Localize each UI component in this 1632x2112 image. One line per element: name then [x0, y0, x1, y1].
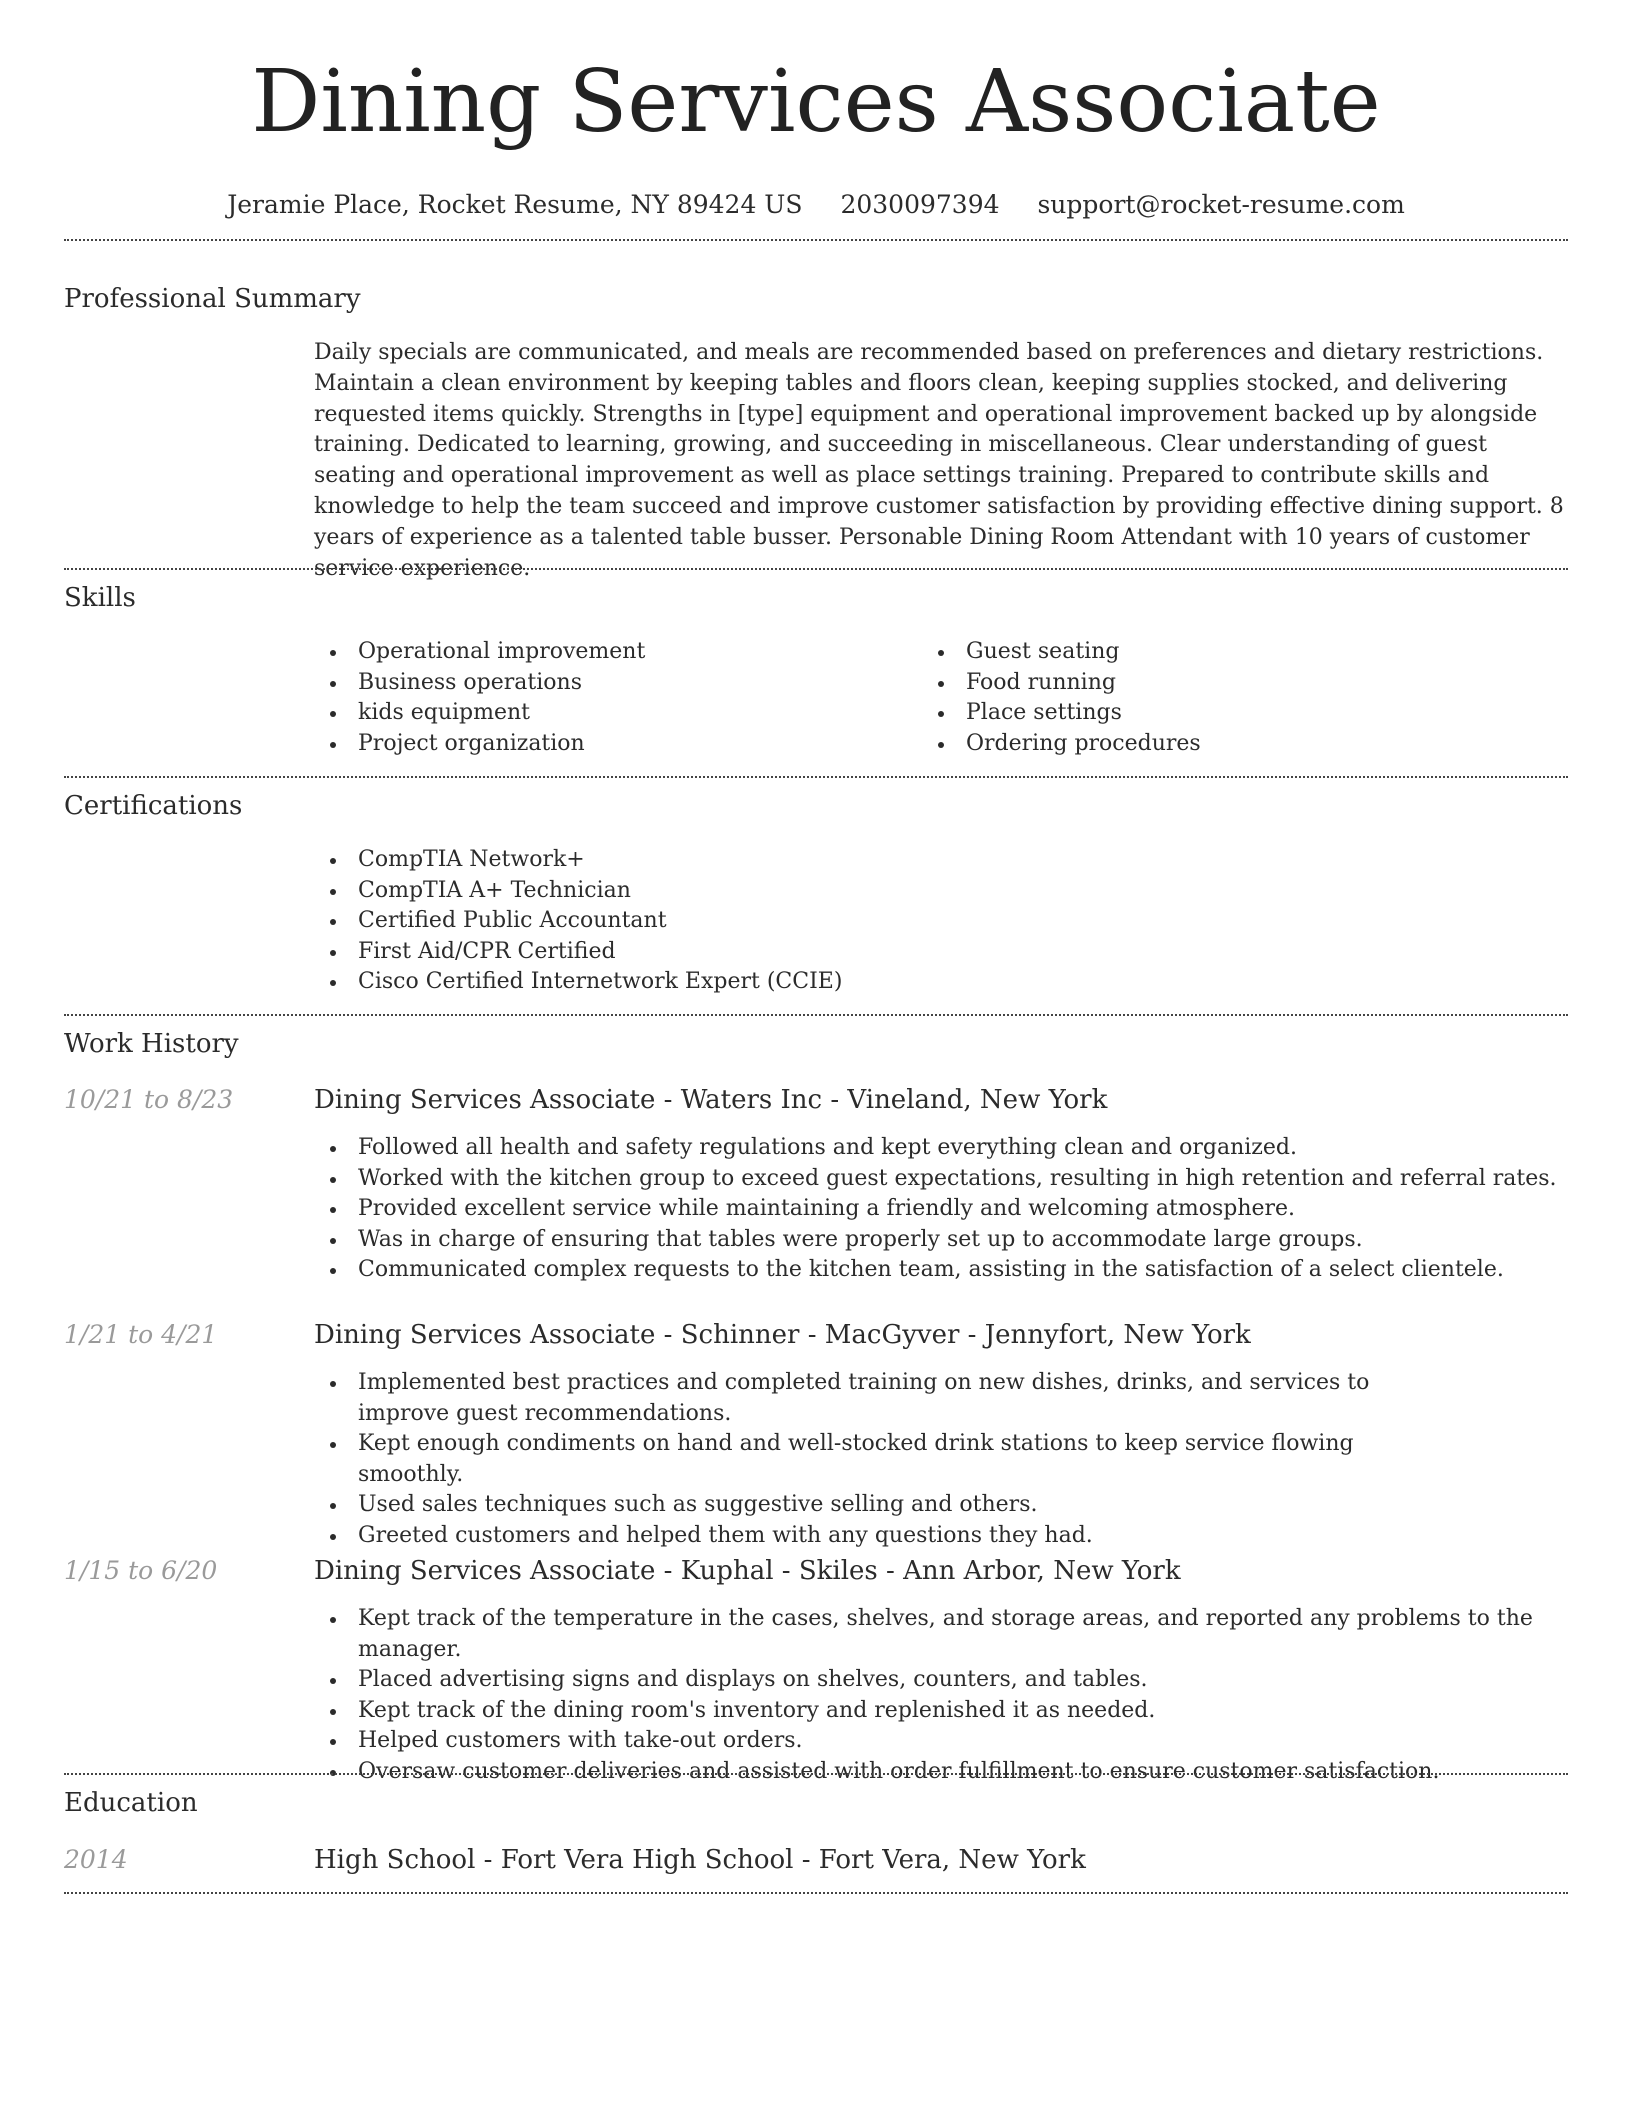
list-item: Followed all health and safety regulations and kept everything clean and organized.: [314, 1133, 1570, 1164]
job-dates: 1/21 to 4/21: [64, 1320, 218, 1349]
list-item: Oversaw customer deliveries and assisted with order fulfillment to ensure customer satisfaction.: [314, 1757, 1570, 1788]
list-item: Place settings: [922, 698, 1522, 729]
education-year: 2014: [64, 1845, 128, 1874]
contact-email: support@rocket-resume.com: [1037, 190, 1405, 219]
list-item: CompTIA Network+: [314, 845, 1564, 876]
section-title-certifications: Certifications: [64, 791, 243, 821]
list-item: Worked with the kitchen group to exceed guest expectations, resulting in high retention and referral rates.: [314, 1164, 1570, 1195]
list-item: Provided excellent service while maintaining a friendly and welcoming atmosphere.: [314, 1194, 1570, 1225]
list-item: Placed advertising signs and displays on shelves, counters, and tables.: [314, 1665, 1570, 1696]
divider: [64, 1892, 1568, 1894]
divider: [64, 239, 1568, 241]
list-item: Kept enough condiments on hand and well-stocked drink stations to keep service flowing smoothly.: [314, 1429, 1444, 1490]
job-bullets: [314, 1368, 1444, 1552]
list-item: Ordering procedures: [922, 729, 1522, 760]
list-item: kids equipment: [314, 698, 914, 729]
certifications-list: [314, 845, 1564, 998]
resume-title: Dining Services Associate: [251, 52, 1381, 152]
list-item: CompTIA A+ Technician: [314, 876, 1564, 907]
list-item: Kept track of the temperature in the cases, shelves, and storage areas, and reported any problems to the manager.: [314, 1604, 1570, 1665]
list-item: Project organization: [314, 729, 914, 760]
contact-line: [0, 190, 1632, 220]
contact-address: Jeramie Place, Rocket Resume, NY 89424 US: [227, 190, 803, 219]
section-title-summary: Professional Summary: [64, 284, 361, 314]
divider: [64, 1014, 1568, 1016]
list-item: Certified Public Accountant: [314, 906, 1564, 937]
section-title-education: Education: [64, 1788, 198, 1818]
section-title-skills: Skills: [64, 583, 136, 613]
divider: [64, 568, 1568, 570]
list-item: Helped customers with take-out orders.: [314, 1726, 1570, 1757]
education-entry: High School - Fort Vera High School - Fort Vera, New York: [314, 1845, 1086, 1875]
list-item: First Aid/CPR Certified: [314, 937, 1564, 968]
list-item: Communicated complex requests to the kitchen team, assisting in the satisfaction of a select clientele.: [314, 1255, 1570, 1286]
list-item: Implemented best practices and completed training on new dishes, drinks, and services to improve guest recommendations.: [314, 1368, 1444, 1429]
list-item: Guest seating: [922, 637, 1522, 668]
job-title: Dining Services Associate - Schinner - MacGyver - Jennyfort, New York: [314, 1320, 1251, 1350]
section-title-work-history: Work History: [64, 1029, 239, 1059]
list-item: Cisco Certified Internetwork Expert (CCIE): [314, 967, 1564, 998]
list-item: Business operations: [314, 668, 914, 699]
job-title: Dining Services Associate - Waters Inc - Vineland, New York: [314, 1085, 1108, 1115]
job-bullets: [314, 1604, 1570, 1788]
summary-text: Daily specials are communicated, and meals are recommended based on preferences and dietary restrictions. Maintain a clean environment by keeping tables and floors clean, keeping supplies stocked, and delivering requested items quickly. Strengths in [type] equipment and operational improvement backed up by alongside training. Dedicated to learning, growing, and succeeding in miscellaneous. Clear understanding of guest seating and operational improvement as well as place settings training. Prepared to contribute skills and knowledge to help the team succeed and improve customer satisfaction by providing effective dining support. 8 years of experience as a talented table busser. Personable Dining Room Attendant with 10 years of customer service experience.: [314, 340, 1564, 581]
contact-phone: 2030097394: [840, 190, 1000, 219]
list-item: Was in charge of ensuring that tables were properly set up to accommodate large groups.: [314, 1225, 1570, 1256]
list-item: Kept track of the dining room's inventory and replenished it as needed.: [314, 1696, 1570, 1727]
skills-list-left: [314, 637, 914, 759]
divider: [64, 1773, 1568, 1775]
job-dates: 10/21 to 8/23: [64, 1085, 234, 1114]
list-item: Food running: [922, 668, 1522, 699]
job-bullets: [314, 1133, 1570, 1286]
list-item: Greeted customers and helped them with any questions they had.: [314, 1521, 1444, 1552]
skills-list-right: [922, 637, 1522, 759]
job-dates: 1/15 to 6/20: [64, 1556, 218, 1585]
divider: [64, 776, 1568, 778]
job-title: Dining Services Associate - Kuphal - Skiles - Ann Arbor, New York: [314, 1556, 1181, 1586]
list-item: Used sales techniques such as suggestive selling and others.: [314, 1490, 1444, 1521]
list-item: Operational improvement: [314, 637, 914, 668]
